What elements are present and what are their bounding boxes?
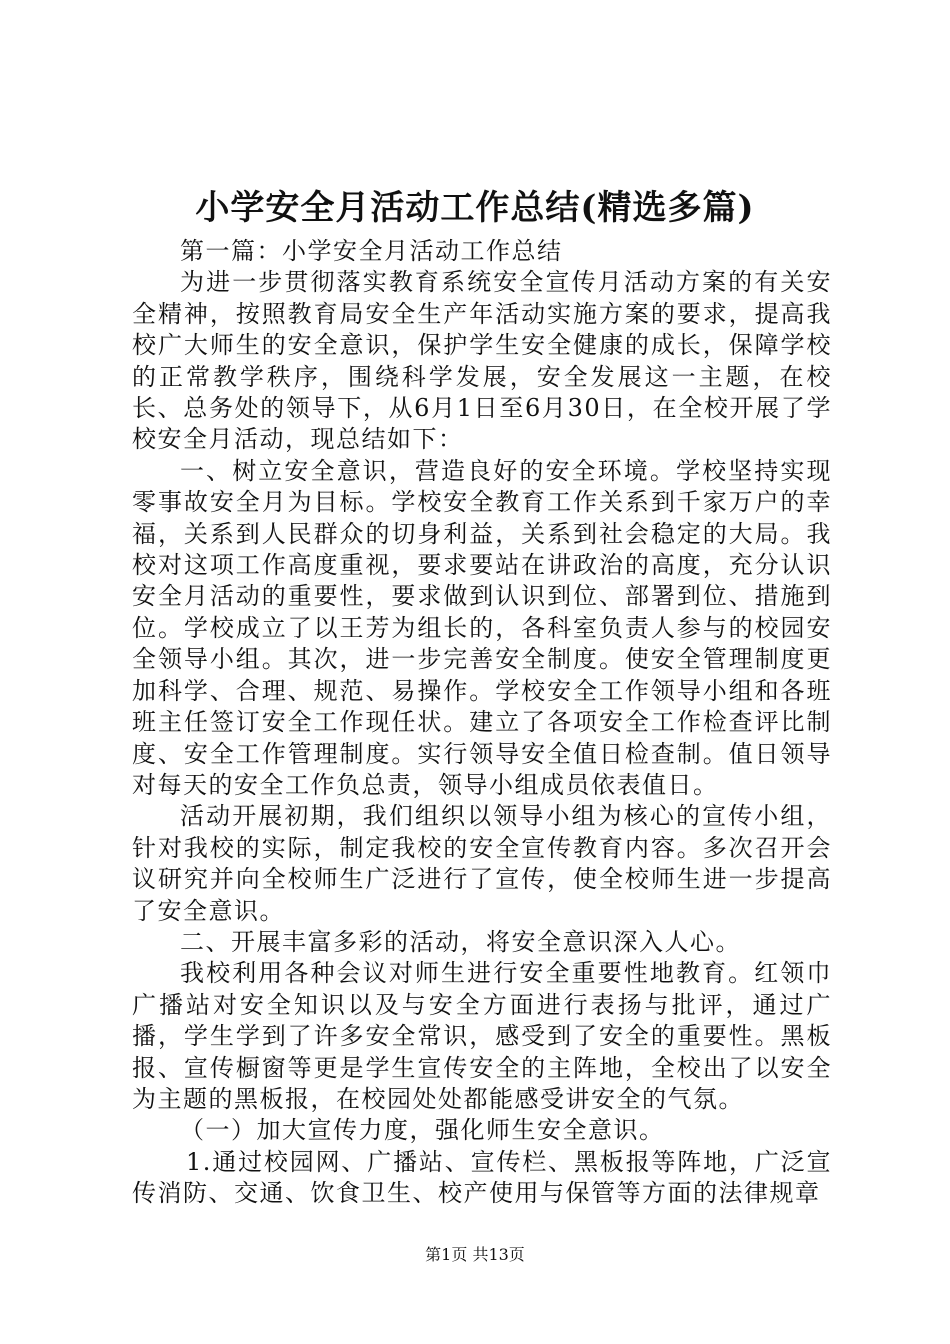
document-body	[132, 236, 832, 1210]
body-paragraph: 活动开展初期，我们组织以领导小组为核心的宣传小组，针对我校的实际，制定我校的安全宣传教育内容。多次召开会议研究并向全校师生广泛进行了宣传，使全校师生进一步提高了安全意识。	[132, 802, 832, 925]
body-paragraph: 一、树立安全意识，营造良好的安全环境。学校坚持实现零事故安全月为目标。学校安全教育工作关系到千家万户的幸福，关系到人民群众的切身利益，关系到社会稳定的大局。我校对这项工作高度重视，要求要站在讲政治的高度，充分认识安全月活动的重要性，要求做到认识到位、部署到位、措施到位。学校成立了以王芳为组长的，各科室负责人参与的校园安全领导小组。其次，进一步完善安全制度。使安全管理制度更加科学、合理、规范、易操作。学校安全工作领导小组和各班班主任签订安全工作现任状。建立了各项安全工作检查评比制度、安全工作管理制度。实行领导安全值日检查制。值日领导对每天的安全工作负总责，领导小组成员依表值日。	[132, 456, 832, 799]
body-paragraph: 为进一步贯彻落实教育系统安全宣传月活动方案的有关安全精神，按照教育局安全生产年活动实施方案的要求，提高我校广大师生的安全意识，保护学生安全健康的成长，保障学校的正常教学秩序，围绕科学发展，安全发展这一主题，在校长、总务处的领导下，从6月1日至6月30日，在全校开展了学校安全月活动，现总结如下：	[132, 268, 832, 454]
page-number: 第1页 共13页	[425, 1245, 525, 1264]
page-footer	[0, 1245, 950, 1265]
body-paragraph: 我校利用各种会议对师生进行安全重要性地教育。红领巾广播站对安全知识以及与安全方面进行表扬与批评，通过广播，学生学到了许多安全常识，感受到了安全的重要性。黑板报、宣传橱窗等更是学生宣传安全的主阵地，全校出了以安全为主题的黑板报，在校园处处都能感受讲安全的气氛。	[132, 959, 832, 1113]
list-item: 1.通过校园网、广播站、宣传栏、黑板报等阵地，广泛宣传消防、交通、饮食卫生、校产使用与保管等方面的法律规章	[132, 1147, 832, 1208]
document-title: 小学安全月活动工作总结(精选多篇)	[195, 188, 755, 228]
section-heading: 第一篇：小学安全月活动工作总结	[180, 237, 563, 265]
subsection-heading: （一）加大宣传力度，强化师生安全意识。	[180, 1116, 665, 1145]
subsection-heading: 二、开展丰富多彩的活动，将安全意识深入人心。	[180, 927, 741, 956]
